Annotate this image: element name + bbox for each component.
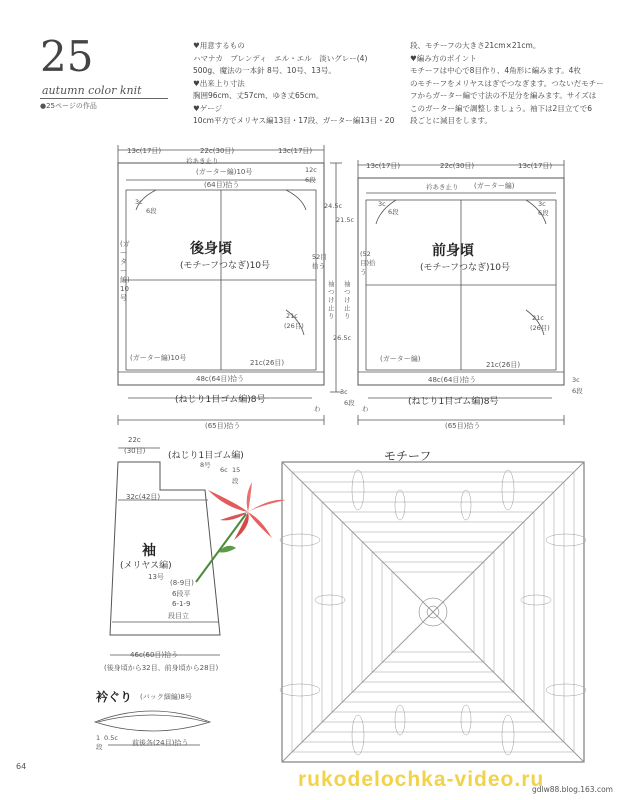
middle-h3: 3c (340, 388, 348, 396)
sleeve-side2: 15 (232, 466, 241, 474)
motif-chart (280, 462, 586, 762)
front-c3b-right: 6段 (538, 209, 549, 217)
collar-c1: 1 (96, 734, 101, 742)
sleeve-subtitle: (メリヤス編) (120, 561, 172, 571)
back-h3: 21.5c (336, 216, 355, 224)
front-side-width-right: 13c(17目) (518, 162, 553, 170)
back-h2: 24.5c (324, 202, 343, 210)
materials-column-1: ♥用意するもの ハマナカ ブレンディ エル・エル 淡いグレー(4) 500g、魔法の一本針 8号、10号、13号。 ♥出来上り寸法 胸囲96cm、丈57cm、ゆき丈65cm。 ♥ゲージ 10cm平方でメリヤス編13目・17段、ガーター編13目・20 (193, 41, 395, 125)
back-bottom-width: 48c(64目)拾う (196, 375, 245, 383)
sleeve-top: 22c (128, 436, 141, 444)
back-h4: 52目 (312, 253, 327, 261)
photo-reference: ●25ページの作品 (40, 102, 97, 110)
collar-w: 0.5c (104, 734, 118, 742)
front-rib: (ねじり1目ゴム編)8号 (408, 397, 499, 407)
front-c21h: 21c(26目) (486, 361, 521, 369)
motif-title: モチーフ (384, 449, 432, 463)
front-c21: 21c (532, 314, 544, 322)
back-top-width: 22c(30目) (200, 147, 235, 155)
sleeve-rib-size: 8号 (200, 461, 211, 469)
front-c21b: (26目) (530, 324, 550, 332)
sleeve-dec3: 6-1-9 (172, 600, 191, 608)
collar-title: 衿ぐり (96, 690, 133, 704)
sleeve-upper-width: 32c(42目) (126, 493, 161, 501)
collar-c2: 段 (96, 743, 103, 751)
front-c3b: 6段 (388, 208, 399, 216)
front-title: 前身頃 (432, 243, 474, 259)
back-c3b: 6段 (146, 207, 157, 215)
front-c3r: 3c (572, 376, 580, 384)
front-garter-top: (ガーター編) (474, 182, 515, 190)
middle-wa-left: わ (314, 405, 321, 413)
sleeve-outline (110, 462, 220, 635)
back-h1b: 6段 (305, 176, 316, 184)
collar-subtitle: (バック細編)8号 (140, 693, 192, 701)
blog-url: gdlw88.blog.163.com (532, 785, 613, 794)
sleeve-side3: 段 (232, 477, 239, 485)
sleeve-attach-right: 袖つけ止り (344, 280, 351, 320)
front-top-width: 22c(30目) (440, 162, 475, 170)
sleeve-attach-left: 袖つけ止り (328, 280, 335, 320)
back-neck-stop: 衿あき止り (186, 157, 219, 165)
front-garter-bottom: (ガーター編) (380, 355, 421, 363)
pattern-number: 25 (40, 32, 94, 81)
back-pick-top: (64目)拾う (204, 181, 240, 189)
back-subtitle: (モチーフつなぎ)10号 (180, 261, 271, 271)
sleeve-rib: (ねじり1目ゴム編) (168, 451, 244, 461)
front-pick-side: (52目)拾う (360, 250, 376, 276)
front-subtitle: (モチーフつなぎ)10号 (420, 263, 511, 273)
back-c21h: 21c(26目) (250, 359, 285, 367)
front-rib-pick: (65目)拾う (445, 422, 481, 430)
back-c21b: (26目) (284, 322, 304, 330)
sleeve-bottom-width: 46c(60目)拾う (130, 651, 179, 659)
front-bottom-width: 48c(64目)拾う (428, 376, 477, 384)
collar-pick: 前後各(24目)拾う (132, 739, 189, 747)
sleeve-title: 袖 (142, 543, 156, 559)
sleeve-top-b: (30目) (124, 447, 146, 455)
back-garter-top: (ガーター編)10号 (196, 168, 253, 176)
sleeve-side1: 6c (220, 466, 228, 474)
sleeve-dec2: 6段平 (172, 590, 191, 598)
back-side-width-left: 13c(17目) (127, 147, 162, 155)
back-h4b: 拾う (312, 262, 325, 270)
front-c3rb: 6段 (572, 387, 583, 395)
sleeve-dec1: (8-9目) (170, 579, 194, 587)
sleeve-dec4: 段目立 (168, 612, 189, 620)
materials-column-2: 段、モチーフの大きさ21cm×21cm。 ♥編み方のポイント モチーフは中心で8目作り、4角形に編みます。4枚 のモチーフをメリヤスはぎでつなぎます。つないだモチー フからガーター編で寸法の不足分を編みます。サイズは このガーター編で調整しましょう。袖下は2目立てで6 段ごとに減目をします。 (410, 41, 604, 125)
middle-wa-right: わ (362, 405, 369, 413)
pattern-subtitle: autumn color knit (42, 84, 142, 97)
sleeve-note: (後身頃から32目、前身頃から28目) (104, 664, 219, 672)
front-neck-stop: 衿あき止り (426, 183, 459, 191)
middle-h6: 6段 (344, 399, 355, 407)
back-h1: 12c (305, 166, 317, 174)
front-c3-right: 3c (538, 200, 546, 208)
back-garter-bottom: (ガーター編)10号 (130, 354, 187, 362)
back-rib-pick: (65目)拾う (205, 422, 241, 430)
front-side-width-left: 13c(17目) (366, 162, 401, 170)
middle-h26: 26.5c (333, 334, 352, 342)
collar-outline (95, 711, 210, 731)
front-c3: 3c (378, 200, 386, 208)
back-c21: 21c (286, 312, 298, 320)
back-side-width-right: 13c(17目) (278, 147, 313, 155)
back-title: 後身頃 (190, 241, 232, 257)
back-garter-side: (ガーター編)10号 (120, 240, 130, 302)
back-rib: (ねじり1目ゴム編)8号 (175, 395, 266, 405)
page-number: 64 (16, 762, 27, 771)
site-watermark: rukodelochka-video.ru (298, 768, 545, 791)
back-c3: 3c (135, 198, 143, 206)
sleeve-needle: 13号 (148, 573, 164, 581)
